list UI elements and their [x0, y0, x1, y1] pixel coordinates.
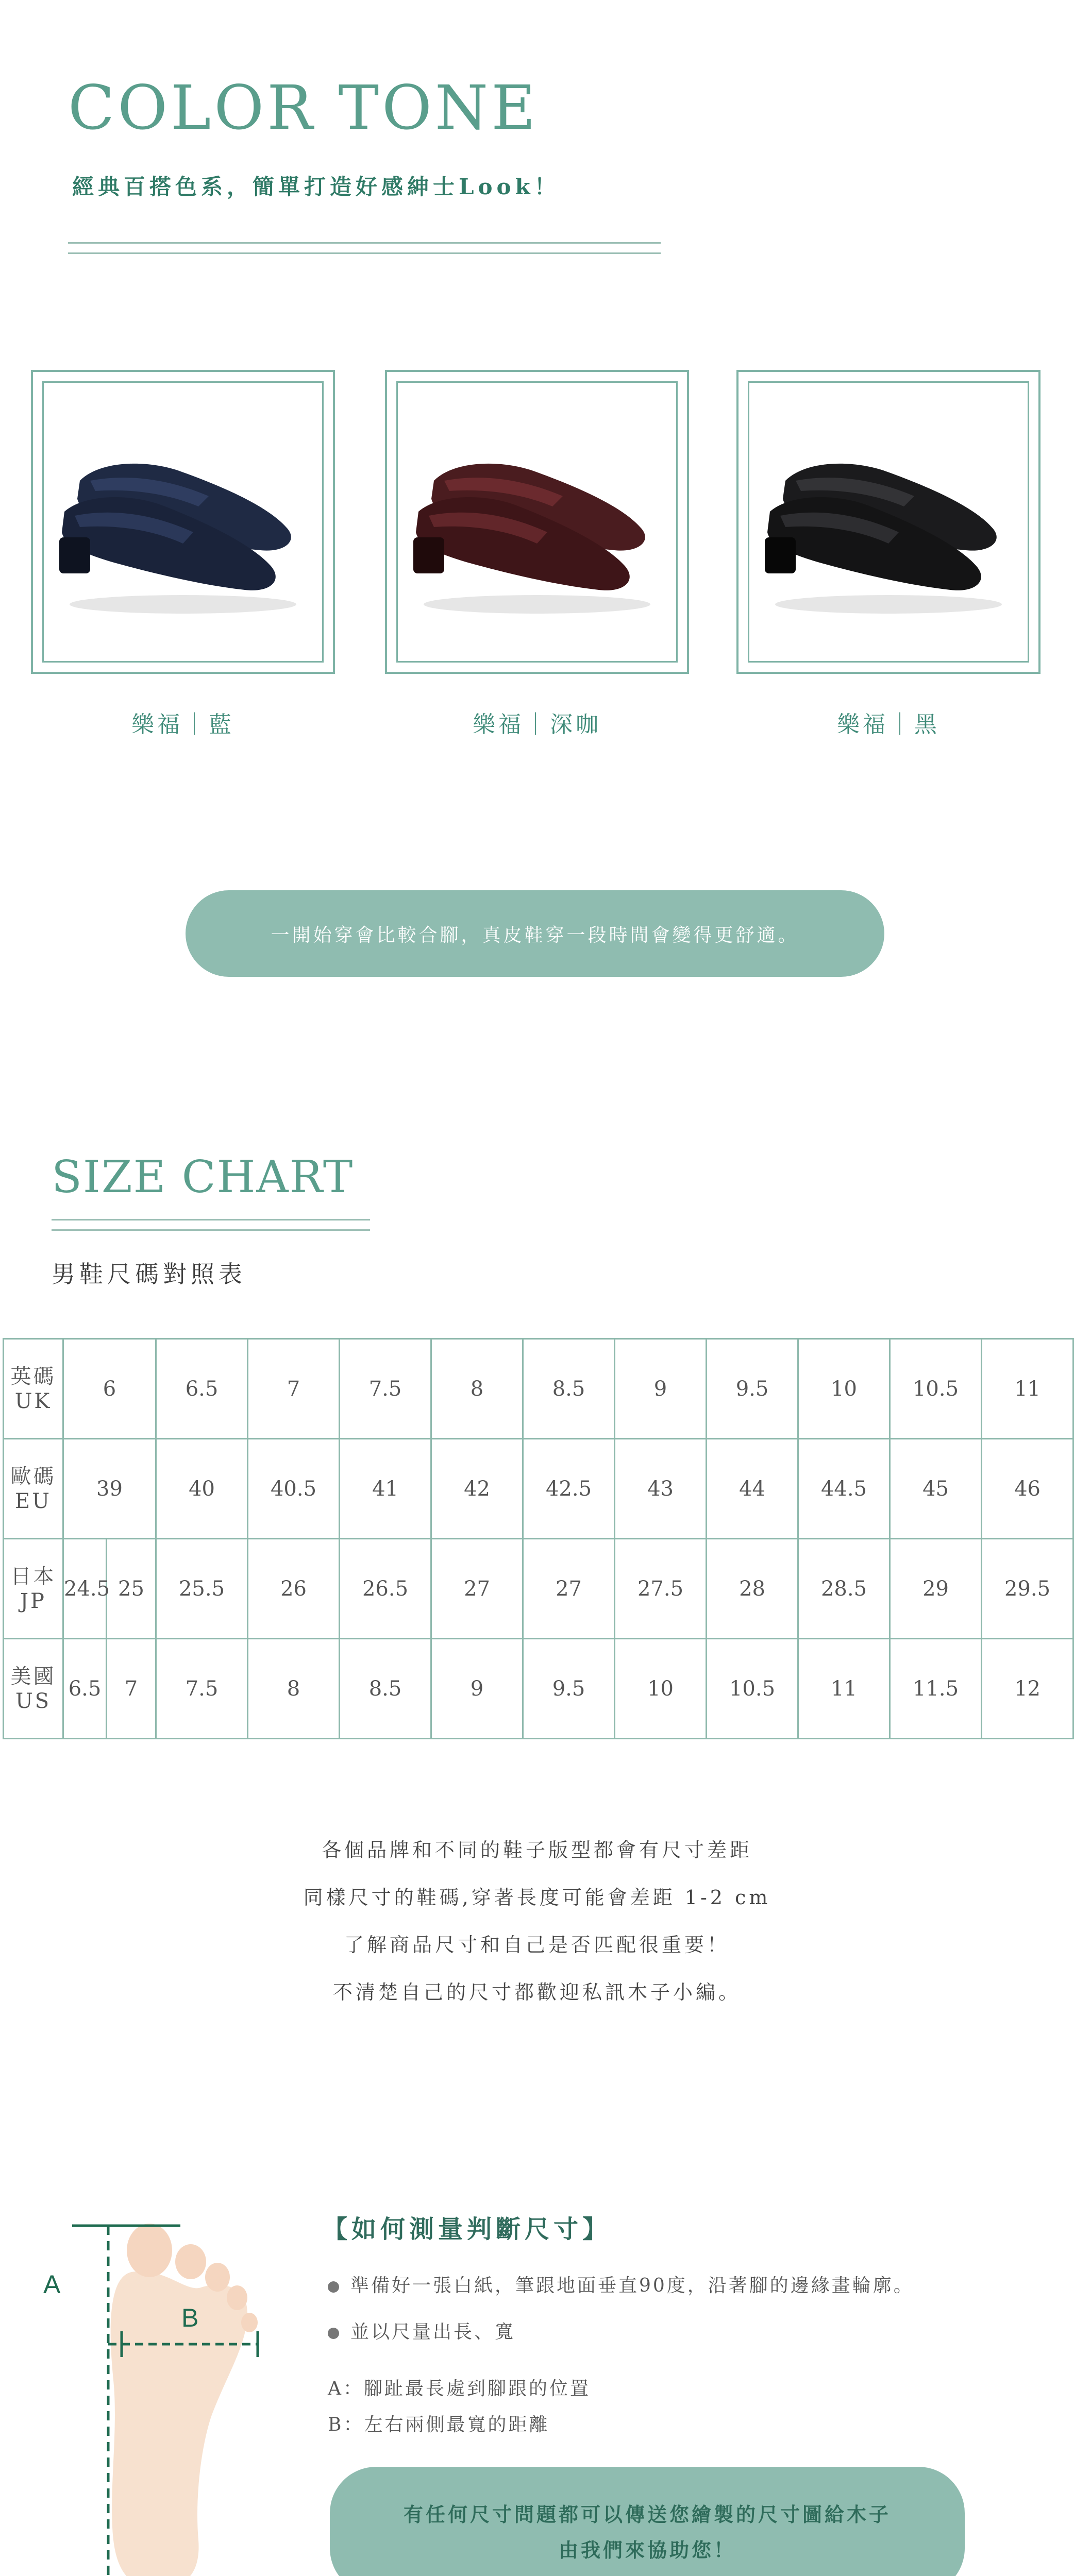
- table-cell: 8.5: [523, 1339, 615, 1439]
- table-cell: 11: [982, 1339, 1073, 1439]
- contact-pill: [330, 2467, 965, 2576]
- table-cell: 6: [63, 1339, 156, 1439]
- measure-bullet: 準備好一張白紙，筆跟地面垂直90度，沿著腳的邊緣畫輪廓。: [328, 2271, 914, 2297]
- loafer-shoe-darkbrown-icon: [398, 383, 681, 666]
- color-label-black: 樂福｜黑: [837, 711, 940, 738]
- size-note-line: 同樣尺寸的鞋碼,穿著長度可能會差距 1-2 cm: [303, 1886, 771, 1909]
- bullet-icon: [328, 2328, 339, 2339]
- divider: [68, 252, 661, 254]
- table-cell: 10.5: [707, 1639, 798, 1739]
- table-cell: 10: [798, 1339, 890, 1439]
- bullet-icon: [328, 2281, 339, 2293]
- measure-def: A：腳趾最長處到腳跟的位置: [328, 2378, 591, 2399]
- table-cell: 8.5: [340, 1639, 431, 1739]
- table-cell: 26: [248, 1539, 340, 1639]
- divider: [52, 1219, 370, 1221]
- page-subtitle: 經典百搭色系，簡單打造好感紳士Look！: [72, 174, 560, 199]
- table-cell: 7.5: [156, 1639, 248, 1739]
- table-row-jp: [4, 1539, 1073, 1639]
- foot-label-a: A: [43, 2270, 61, 2299]
- table-cell: 40.5: [248, 1439, 340, 1539]
- loafer-shoe-black-icon: [749, 383, 1033, 666]
- contact-pill-line: 由我們來協助您！: [558, 2538, 736, 2562]
- table-cell: 41: [340, 1439, 431, 1539]
- table-cell: 9.5: [523, 1639, 615, 1739]
- table-cell: 27: [523, 1539, 615, 1639]
- table-cell: 6.5: [63, 1639, 107, 1739]
- size-chart-subtitle: 男鞋尺碼對照表: [52, 1260, 246, 1288]
- table-cell: 10: [615, 1639, 707, 1739]
- row-header-uk: 英碼 UK: [4, 1339, 63, 1439]
- divider: [52, 1229, 370, 1231]
- measure-def: B：左右兩側最寬的距離: [328, 2414, 550, 2435]
- table-cell: 46: [982, 1439, 1073, 1539]
- size-chart-table: [3, 1338, 1074, 1739]
- loafer-shoe-blue-icon: [44, 383, 327, 666]
- table-cell: 28.5: [798, 1539, 890, 1639]
- page-title: COLOR TONE: [68, 72, 539, 143]
- table-cell: 11: [798, 1639, 890, 1739]
- table-cell: 12: [982, 1639, 1073, 1739]
- table-cell: 42.5: [523, 1439, 615, 1539]
- table-cell: 27.5: [615, 1539, 707, 1639]
- table-row-uk: [4, 1339, 1073, 1439]
- table-cell: 44.5: [798, 1439, 890, 1539]
- table-cell: 45: [890, 1439, 982, 1539]
- row-header-us: 美國 US: [4, 1639, 63, 1739]
- table-cell: 43: [615, 1439, 707, 1539]
- table-cell: 25: [107, 1539, 156, 1639]
- foot-label-b: B: [181, 2303, 199, 2332]
- table-cell: 9: [615, 1339, 707, 1439]
- color-card-blue[interactable]: [31, 370, 335, 674]
- row-header-jp: 日本 JP: [4, 1539, 63, 1639]
- color-card-darkbrown[interactable]: [385, 370, 689, 674]
- table-cell: 26.5: [340, 1539, 431, 1639]
- foot-diagram: [31, 2205, 278, 2576]
- table-cell: 39: [63, 1439, 156, 1539]
- table-cell: 44: [707, 1439, 798, 1539]
- table-cell: 29: [890, 1539, 982, 1639]
- size-note-line: 了解商品尺寸和自己是否匹配很重要！: [344, 1934, 730, 1956]
- table-cell: 7: [248, 1339, 340, 1439]
- size-chart-title: SIZE CHART: [52, 1151, 354, 1203]
- table-cell: 9.5: [707, 1339, 798, 1439]
- table-cell: 28: [707, 1539, 798, 1639]
- table-cell: 29.5: [982, 1539, 1073, 1639]
- table-cell: 27: [431, 1539, 523, 1639]
- comfort-tip-pill: [186, 890, 884, 977]
- table-cell: 24.5: [63, 1539, 107, 1639]
- measure-bullet: 並以尺量出長、寬: [328, 2317, 515, 2344]
- table-cell: 9: [431, 1639, 523, 1739]
- foot-outline-icon: [31, 2205, 278, 2576]
- color-label-blue: 樂福｜藍: [131, 711, 234, 738]
- divider: [68, 242, 661, 244]
- size-note-line: 不清楚自己的尺寸都歡迎私訊木子小編。: [332, 1981, 741, 2004]
- table-cell: 11.5: [890, 1639, 982, 1739]
- table-cell: 42: [431, 1439, 523, 1539]
- table-cell: 7: [107, 1639, 156, 1739]
- contact-pill-line: 有任何尺寸問題都可以傳送您繪製的尺寸圖給木子: [403, 2503, 891, 2526]
- table-cell: 7.5: [340, 1339, 431, 1439]
- color-label-darkbrown: 樂福｜深咖: [473, 711, 601, 738]
- row-header-eu: 歐碼 EU: [4, 1439, 63, 1539]
- table-row-us: [4, 1639, 1073, 1739]
- table-cell: 40: [156, 1439, 248, 1539]
- table-cell: 6.5: [156, 1339, 248, 1439]
- measure-heading: 【如何測量判斷尺寸】: [323, 2215, 612, 2244]
- table-cell: 8: [248, 1639, 340, 1739]
- table-cell: 25.5: [156, 1539, 248, 1639]
- table-cell: 10.5: [890, 1339, 982, 1439]
- color-card-black[interactable]: [736, 370, 1041, 674]
- size-note-line: 各個品牌和不同的鞋子版型都會有尺寸差距: [321, 1839, 752, 1861]
- table-cell: 8: [431, 1339, 523, 1439]
- comfort-tip-text: 一開始穿會比較合腳，真皮鞋穿一段時間會變得更舒適。: [271, 924, 799, 946]
- table-row-eu: [4, 1439, 1073, 1539]
